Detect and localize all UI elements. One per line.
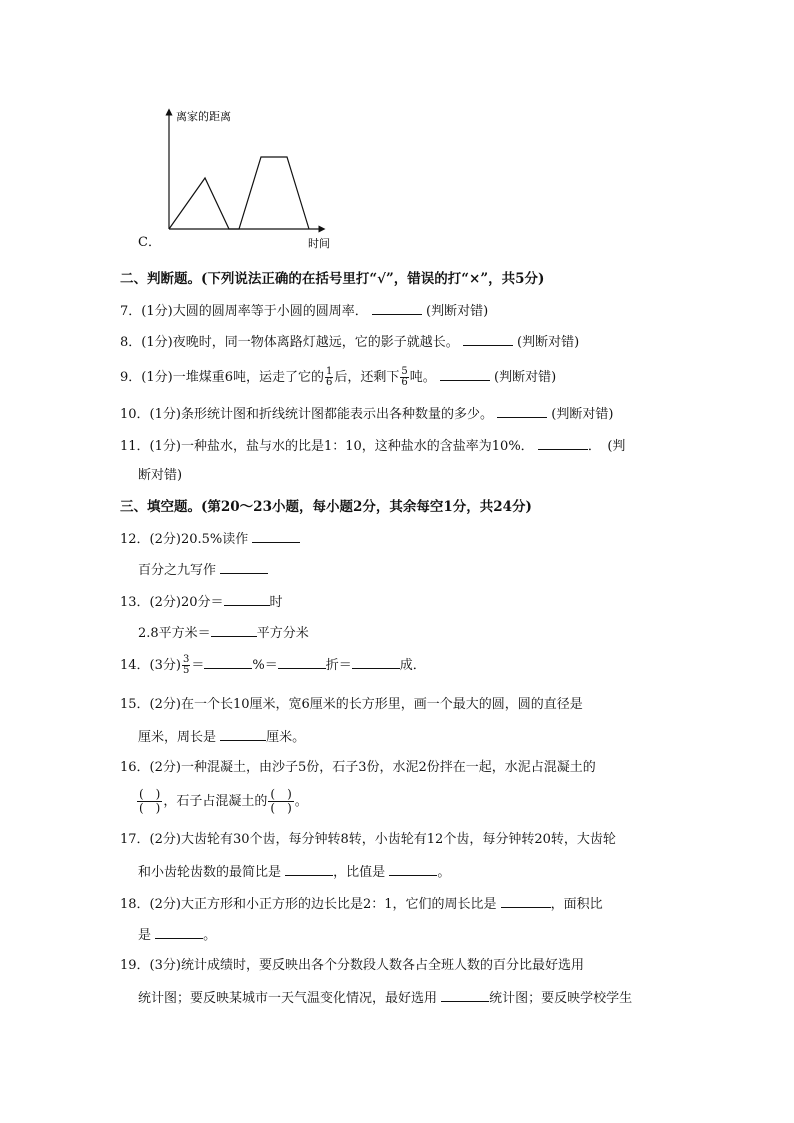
- answer-blank[interactable]: [155, 926, 203, 939]
- question-12: 12．(2分)20.5%读作: [120, 530, 300, 548]
- distance-time-graph: [150, 104, 340, 254]
- fraction: $\frac{5}{6}$: [401, 366, 408, 388]
- answer-blank[interactable]: [352, 656, 400, 669]
- paren-fraction-blank[interactable]: ( ) ( ): [139, 787, 161, 815]
- section2-heading: 二、判断题。(下列说法正确的在括号里打“√”，错误的打“×”，共5分): [120, 271, 545, 287]
- question-13: 13．(2分)20分＝ 时: [120, 595, 283, 610]
- answer-blank[interactable]: [211, 624, 257, 637]
- question-18-line2: 是 。: [138, 928, 217, 943]
- question-8: 8．(1分)夜晚时，同一物体离路灯越远，它的影子就越长。 (判断对错): [120, 335, 580, 350]
- answer-blank[interactable]: [224, 593, 270, 606]
- answer-blank[interactable]: [497, 405, 547, 418]
- question-15-line2: 厘米，周长是 厘米。: [138, 730, 306, 745]
- answer-blank[interactable]: [285, 863, 333, 876]
- question-11-line2: 断对错): [138, 468, 183, 483]
- y-axis-label: 离家的距离: [176, 110, 231, 123]
- answer-blank[interactable]: [441, 989, 489, 1002]
- answer-blank[interactable]: [463, 333, 513, 346]
- answer-blank[interactable]: [278, 656, 326, 669]
- answer-blank[interactable]: [440, 368, 490, 381]
- answer-blank[interactable]: [501, 895, 551, 908]
- question-11: 11．(1分)一种盐水，盐与水的比是1：10，这种盐水的含盐率为10%． ． (判: [120, 439, 626, 454]
- question-14: 14．(3分) $\frac{3}{5}$ ＝ %＝ 折＝ 成．: [120, 654, 426, 676]
- fraction: $\frac{3}{5}$: [182, 654, 190, 676]
- section3-heading: 三、填空题。(第20～23小题，每小题2分，其余每空1分，共24分): [120, 499, 532, 515]
- question-16: 16．(2分)一种混凝土，由沙子5份，石子3份，水泥2份拌在一起，水泥占混凝土的: [120, 760, 596, 775]
- question-12-line2: 百分之九写作: [138, 561, 268, 579]
- answer-blank[interactable]: [538, 437, 588, 450]
- question-15: 15．(2分)在一个长10厘米，宽6厘米的长方形里，画一个最大的圆，圆的直径是: [120, 697, 583, 712]
- question-17: 17．(2分)大齿轮有30个齿，每分钟转8转，小齿轮有12个齿，每分钟转20转，大齿轮: [120, 832, 616, 847]
- answer-blank[interactable]: [220, 561, 268, 574]
- question-19-line2: 统计图；要反映某城市一天气温变化情况，最好选用 统计图；要反映学校学生: [138, 991, 633, 1006]
- option-c-label: C．: [138, 235, 161, 250]
- answer-blank[interactable]: [252, 530, 300, 543]
- answer-blank[interactable]: [220, 728, 266, 741]
- question-10: 10．(1分)条形统计图和折线统计图都能表示出各种数量的多少。 (判断对错): [120, 407, 614, 422]
- graph-line: [169, 157, 309, 229]
- fraction: $\frac{1}{6}$: [325, 366, 333, 388]
- answer-blank[interactable]: [372, 302, 422, 315]
- question-7: 7．(1分)大圆的圆周率等于小圆的圆周率． (判断对错): [120, 304, 489, 319]
- question-9: 9．(1分)一堆煤重6吨，运走了它的 $\frac{1}{6}$ 后，还剩下 $\frac{5}{6}$ 吨。 (判断对错): [120, 366, 557, 388]
- question-13-line2: 2.8平方米＝ 平方分米: [138, 626, 309, 641]
- paren-fraction-blank[interactable]: ( ) ( ): [270, 787, 292, 815]
- x-axis-label: 时间: [308, 237, 330, 250]
- question-19: 19．(3分)统计成绩时，要反映出各个分数段人数各占全班人数的百分比最好选用: [120, 958, 584, 973]
- question-17-line2: 和小齿轮齿数的最简比是 ，比值是 。: [138, 865, 451, 880]
- answer-blank[interactable]: [204, 656, 252, 669]
- question-18: 18．(2分)大正方形和小正方形的边长比是2：1，它们的周长比是 ，面积比: [120, 897, 603, 912]
- question-16-line2: ( ) ( ) ，石子占混凝土的 ( ) ( ) 。: [139, 787, 308, 815]
- answer-blank[interactable]: [389, 863, 437, 876]
